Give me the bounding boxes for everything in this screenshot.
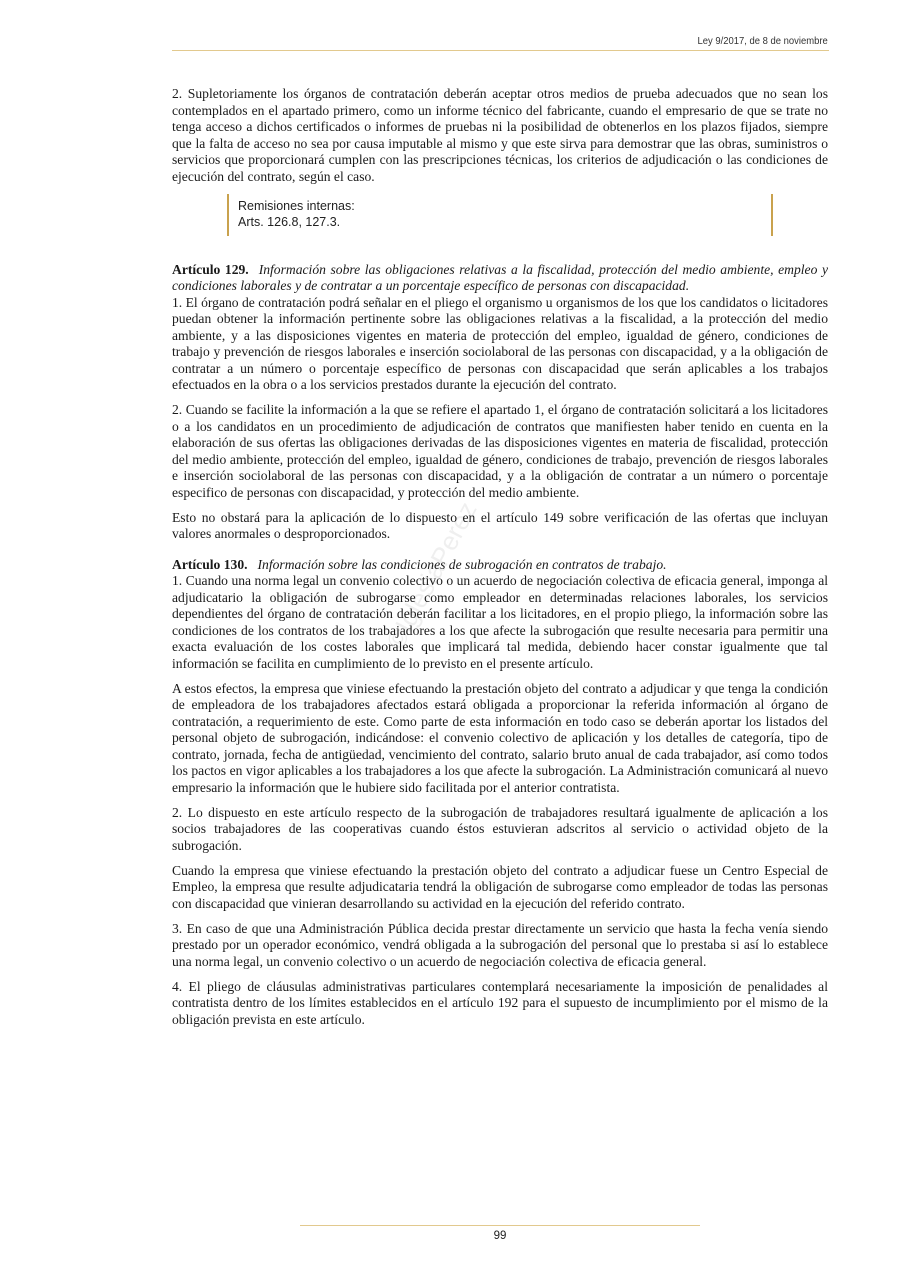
paragraph: A estos efectos, la empresa que viniese efectuando la prestación objeto del contrato a adjudicar y que tenga la condición de empleadora de los trabajadores afectados estará obligada a proporcionar la referida información al órgano de contratación, a requerimiento de este. Como parte de esta información en todo caso se deberán aportar los listados del personal objeto de subrogación, indicándose: el convenio colectivo de aplicación y los detalles de categoría, tipo de contrato, jornada, fecha de antigüedad, vencimiento del contrato, salario bruto anual de cada trabajador, así como todos los pactos en vigor aplicables a los trabajadores a los que afecte la subrogación. La Administración comunicará al nuevo empresario la información que le hubiere sido facilitada por el anterior contratista. xyxy=(172,680,828,795)
paragraph: Esto no obstará para la aplicación de lo dispuesto en el artículo 149 sobre verificación de las ofertas que incluyan valores anormales o desproporcionados. xyxy=(172,509,828,541)
article-129-heading xyxy=(172,262,828,295)
article-130-number: Artículo 130. xyxy=(172,556,248,572)
article-130-heading xyxy=(172,557,828,574)
remisiones-refs: Arts. 126.8, 127.3. xyxy=(238,214,341,229)
article-130-title: Información sobre las condiciones de subrogación en contratos de trabajo. xyxy=(257,556,667,572)
footer-divider xyxy=(300,1225,700,1226)
article-129-number: Artículo 129. xyxy=(172,261,249,277)
paragraph: 3. En caso de que una Administración Pública decida prestar directamente un servicio que hasta la fecha venía siendo prestado por un operador económico, vendrá obligada a la subrogación del personal que lo prestaba si así lo establece una norma legal, un convenio colectivo o un acuerdo de negociación colectiva de eficacia general. xyxy=(172,920,828,969)
paragraph: 2. Cuando se facilite la información a la que se refiere el apartado 1, el órgano de contratación solicitará a los licitadores o a los candidatos en un procedimiento de adjudicación de contratos que manifiesten haber tenido en cuenta en la elaboración de sus ofertas las obligaciones derivadas de las disposiciones vigentes en materia de fiscalidad, protección del medio ambiente, protección del empleo, igualdad de género, condiciones de trabajo, prevención de riesgos laborales e inserción sociolaboral de las personas con discapacidad, y a la obligación de contratar a un número o porcentaje especifico de personas con discapacidad, y protección del medio ambiente. xyxy=(172,402,828,500)
paragraph: 2. Lo dispuesto en este artículo respecto de la subrogación de trabajadores resultará igualmente de aplicación a los socios trabajadores de las cooperativas cuando éstos estuvieran adscritos al servicio o actividad objeto de la subrogación. xyxy=(172,804,828,853)
page-number: 99 xyxy=(493,1230,507,1242)
running-header: Ley 9/2017, de 8 de noviembre xyxy=(697,35,828,47)
article-129-title: Información sobre las obligaciones relativas a la fiscalidad, protección del medio ambiente, empleo y condiciones laborales y de contratar a un porcentaje específico de personas con discapacidad. xyxy=(172,261,828,293)
paragraph: 4. El pliego de cláusulas administrativas particulares contemplará necesariamente la imposición de penalidades al contratista dentro de los límites establecidos en el artículo 192 para el supuesto de incumplimiento por el mismo de la obligación prevista en este artículo. xyxy=(172,978,828,1027)
page-body xyxy=(172,86,828,1037)
remisiones-label: Remisiones internas: xyxy=(238,198,355,213)
paragraph: Cuando la empresa que viniese efectuando la prestación objeto del contrato a adjudicar fuese un Centro Especial de Empleo, la empresa que resulte adjudicataria tendrá la obligación de subrogarse como empleador de todas las personas con discapacidad que vinieran desarrollando su actividad en la ejecución del referido contrato. xyxy=(172,862,828,911)
paragraph: 2. Supletoriamente los órganos de contratación deberán aceptar otros medios de prueba adecuados que no sean los contemplados en el apartado primero, como un informe técnico del fabricante, cuando el empresario de que se trate no tenga acceso a dichos certificados o informes de pruebas ni la posibilidad de obtenerlos en los plazos fijados, siempre que la falta de acceso no sea por causa imputable al mismo y que este sirva para demostrar que las obras, suministros o servicios que proporcionará cumplen con las prescripciones técnicas, los criterios de adjudicación o las condiciones de ejecución del contrato, según el caso. xyxy=(172,86,828,184)
header-divider xyxy=(172,50,829,51)
paragraph: 1. El órgano de contratación podrá señalar en el pliego el organismo u organismos de los que los candidatos o licitadores puedan obtener la información pertinente sobre las obligaciones relativas a la fiscalidad, a la protección del medio ambiente, y a las disposiciones vigentes en materia de protección del empleo, igualdad de género, condiciones de trabajo y prevención de riesgos laborales e inserción sociolaboral de las personas con discapacidad, y a la obligación de contratar a un número o porcentaje específico de personas con discapacidad que serán aplicables a los trabajos efectuados en la obra o a los servicios prestados durante la ejecución del contrato. xyxy=(172,294,828,392)
watermark: ©IglesiaPerez xyxy=(380,496,483,655)
remisiones-internas-box xyxy=(227,194,773,236)
paragraph: 1. Cuando una norma legal un convenio colectivo o un acuerdo de negociación colectiva de eficacia general, imponga al adjudicatario la obligación de subrogarse como empleador en determinadas relaciones laborales, los servicios dependientes del órgano de contratación deberán facilitar a los licitadores, en el propio pliego, la información sobre las condiciones de los contratos de los trabajadores a los que afecte la subrogación que resulte necesaria para permitir una exacta evaluación de los costes laborales que implicará tal medida, debiendo hacer constar igualmente que tal información se facilita en cumplimiento de lo previsto en el presente artículo. xyxy=(172,573,828,671)
